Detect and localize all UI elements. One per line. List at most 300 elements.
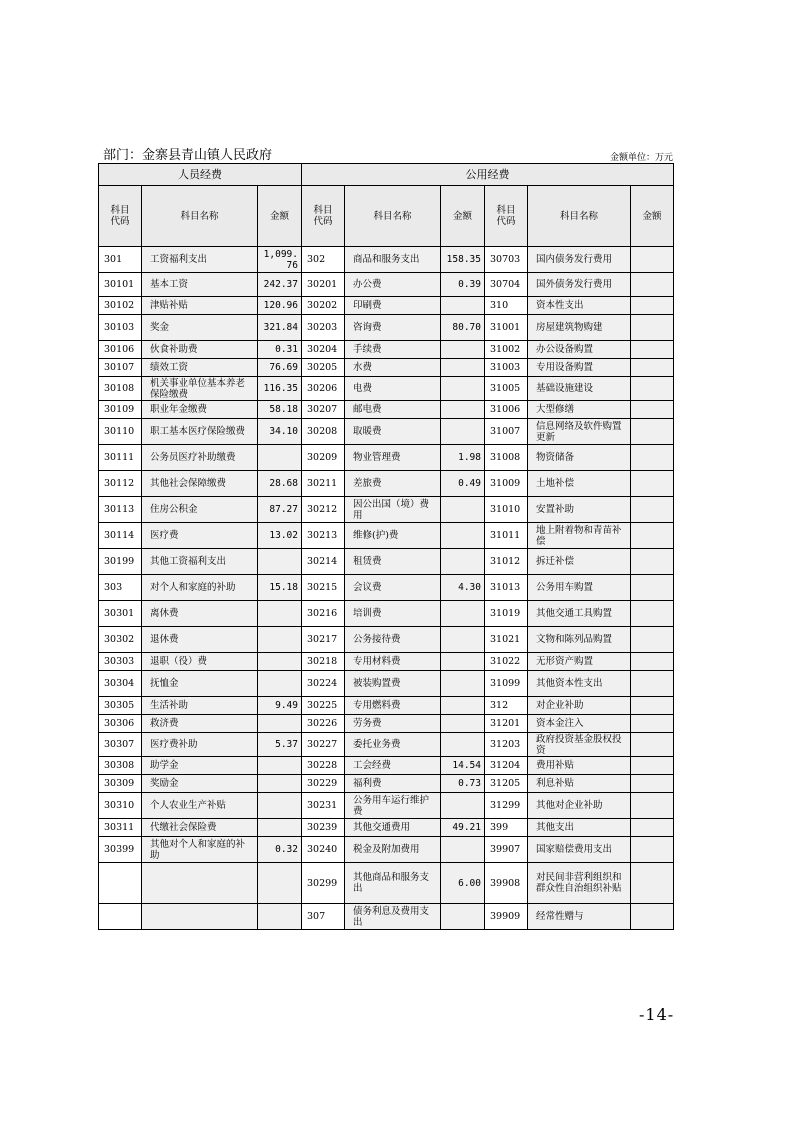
cell-amount: [441, 715, 485, 733]
col-header-amount: 金额: [441, 186, 485, 247]
cell-amount: [441, 497, 485, 523]
cell-code: 30240: [302, 837, 345, 863]
cell-name: 利息补贴: [528, 775, 631, 793]
cell-amount: [631, 523, 674, 549]
cell-name: 对个人和家庭的补助: [142, 575, 258, 601]
cell-code: 31203: [485, 733, 528, 757]
cell-name: 因公出国（境）费用: [345, 497, 441, 523]
cell-amount: [631, 863, 674, 904]
cell-amount: [631, 715, 674, 733]
cell-name: 会议费: [345, 575, 441, 601]
cell-code: 30224: [302, 671, 345, 697]
cell-amount: [631, 775, 674, 793]
amount-unit-label: 金额单位：万元: [609, 153, 673, 163]
cell-code: 30109: [99, 401, 142, 419]
cell-code: 31005: [485, 377, 528, 401]
cell-name: 被装购置费: [345, 671, 441, 697]
col-header-code: 科目 代码: [302, 186, 345, 247]
cell-amount: [441, 904, 485, 930]
cell-amount: [258, 671, 302, 697]
cell-amount: [258, 601, 302, 627]
cell-name: 水费: [345, 359, 441, 377]
cell-name: 无形资产购置: [528, 653, 631, 671]
cell-code: 30211: [302, 471, 345, 497]
cell-code: 30231: [302, 793, 345, 819]
cell-amount: [441, 627, 485, 653]
cell-code: 30201: [302, 273, 345, 297]
table-row: [99, 575, 674, 601]
cell-name: 劳务费: [345, 715, 441, 733]
cell-amount: 4.30: [441, 575, 485, 601]
table-row: [99, 819, 674, 837]
table-row: [99, 837, 674, 863]
cell-name: 医疗费: [142, 523, 258, 549]
cell-name: 资本性支出: [528, 297, 631, 315]
cell-name: 培训费: [345, 601, 441, 627]
cell-code: 30207: [302, 401, 345, 419]
cell-code: 31299: [485, 793, 528, 819]
table-row: [99, 471, 674, 497]
cell-name: 对民间非营利组织和群众性自治组织补贴: [528, 863, 631, 904]
cell-code: 30301: [99, 601, 142, 627]
table-row: [99, 715, 674, 733]
cell-name: 国家赔偿费用支出: [528, 837, 631, 863]
expenditure-table: [98, 163, 674, 930]
table-row: [99, 793, 674, 819]
page-number: -14-: [639, 1005, 675, 1024]
cell-code: 31019: [485, 601, 528, 627]
table-row: [99, 601, 674, 627]
cell-code: 30305: [99, 697, 142, 715]
cell-name: 生活补助: [142, 697, 258, 715]
cell-amount: [258, 904, 302, 930]
cell-code: 30110: [99, 419, 142, 445]
cell-amount: 0.49: [441, 471, 485, 497]
cell-name: 医疗费补助: [142, 733, 258, 757]
cell-code: 31013: [485, 575, 528, 601]
cell-name: 其他资本性支出: [528, 671, 631, 697]
cell-name: 专用设备购置: [528, 359, 631, 377]
department-title: 部门：金寨县青山镇人民政府: [103, 148, 273, 163]
cell-code: 31022: [485, 653, 528, 671]
cell-name: 拆迁补偿: [528, 549, 631, 575]
cell-code: 30199: [99, 549, 142, 575]
cell-code: 30215: [302, 575, 345, 601]
cell-code: 30310: [99, 793, 142, 819]
cell-amount: [631, 601, 674, 627]
cell-name: 房屋建筑物购建: [528, 315, 631, 341]
col-header-amount: 金额: [631, 186, 674, 247]
cell-name: 助学金: [142, 757, 258, 775]
cell-amount: [258, 715, 302, 733]
cell-code: 31002: [485, 341, 528, 359]
cell-code: 30112: [99, 471, 142, 497]
cell-name: 职业年金缴费: [142, 401, 258, 419]
cell-name: 退休费: [142, 627, 258, 653]
cell-name: 代缴社会保险费: [142, 819, 258, 837]
cell-amount: 6.00: [441, 863, 485, 904]
cell-code: 31201: [485, 715, 528, 733]
cell-name: 国外债务发行费用: [528, 273, 631, 297]
cell-name: 工会经费: [345, 757, 441, 775]
cell-name: 救济费: [142, 715, 258, 733]
cell-amount: [441, 733, 485, 757]
cell-name: 地上附着物和青苗补偿: [528, 523, 631, 549]
cell-amount: 1,099.76: [258, 247, 302, 273]
cell-code: 30113: [99, 497, 142, 523]
cell-code: 30218: [302, 653, 345, 671]
cell-amount: [631, 837, 674, 863]
table-row: [99, 359, 674, 377]
table-row: [99, 904, 674, 930]
cell-amount: [258, 757, 302, 775]
cell-code: 30213: [302, 523, 345, 549]
cell-amount: [258, 549, 302, 575]
cell-amount: [441, 341, 485, 359]
cell-name: 公务接待费: [345, 627, 441, 653]
cell-amount: 116.35: [258, 377, 302, 401]
cell-name: 退职（役）费: [142, 653, 258, 671]
cell-amount: [631, 471, 674, 497]
cell-amount: 1.98: [441, 445, 485, 471]
table-row: [99, 419, 674, 445]
cell-code: 30208: [302, 419, 345, 445]
cell-code: 30203: [302, 315, 345, 341]
cell-name: 福利费: [345, 775, 441, 793]
cell-name: 差旅费: [345, 471, 441, 497]
cell-name: 奖励金: [142, 775, 258, 793]
cell-code: 30228: [302, 757, 345, 775]
cell-name: 大型修缮: [528, 401, 631, 419]
cell-code: 30102: [99, 297, 142, 315]
col-header-name: 科目名称: [528, 186, 631, 247]
cell-code: [99, 904, 142, 930]
cell-code: 39908: [485, 863, 528, 904]
table-row: [99, 549, 674, 575]
cell-name: 电费: [345, 377, 441, 401]
cell-name: [142, 863, 258, 904]
cell-amount: [631, 819, 674, 837]
cell-amount: 158.35: [441, 247, 485, 273]
table-row: [99, 757, 674, 775]
cell-name: 专用材料费: [345, 653, 441, 671]
cell-name: 职工基本医疗保险缴费: [142, 419, 258, 445]
cell-amount: [441, 377, 485, 401]
cell-name: 政府投资基金股权投资: [528, 733, 631, 757]
cell-name: 个人农业生产补贴: [142, 793, 258, 819]
cell-name: 基础设施建设: [528, 377, 631, 401]
cell-name: 资本金注入: [528, 715, 631, 733]
cell-amount: [258, 445, 302, 471]
cell-name: 土地补偿: [528, 471, 631, 497]
cell-code: 30108: [99, 377, 142, 401]
cell-name: 其他对企业补助: [528, 793, 631, 819]
cell-amount: 242.37: [258, 273, 302, 297]
table-row: [99, 523, 674, 549]
cell-code: 30307: [99, 733, 142, 757]
cell-code: 39907: [485, 837, 528, 863]
cell-name: 工资福利支出: [142, 247, 258, 273]
table-row: [99, 273, 674, 297]
cell-name: 安置补助: [528, 497, 631, 523]
cell-name: 债务利息及费用支出: [345, 904, 441, 930]
cell-amount: [631, 341, 674, 359]
cell-amount: [441, 401, 485, 419]
cell-code: 310: [485, 297, 528, 315]
cell-code: 30227: [302, 733, 345, 757]
cell-amount: 5.37: [258, 733, 302, 757]
cell-name: 绩效工资: [142, 359, 258, 377]
cell-code: 30306: [99, 715, 142, 733]
cell-amount: [441, 671, 485, 697]
cell-amount: [258, 819, 302, 837]
cell-name: 公务员医疗补助缴费: [142, 445, 258, 471]
cell-amount: [631, 377, 674, 401]
cell-name: 税金及附加费用: [345, 837, 441, 863]
cell-code: 30114: [99, 523, 142, 549]
cell-code: 30101: [99, 273, 142, 297]
cell-amount: [441, 653, 485, 671]
cell-name: 文物和陈列品购置: [528, 627, 631, 653]
cell-name: 其他工资福利支出: [142, 549, 258, 575]
cell-code: 31205: [485, 775, 528, 793]
cell-amount: [631, 549, 674, 575]
cell-name: 印刷费: [345, 297, 441, 315]
cell-code: 303: [99, 575, 142, 601]
cell-name: 其他交通费用: [345, 819, 441, 837]
table-row: [99, 401, 674, 419]
cell-name: 其他社会保障缴费: [142, 471, 258, 497]
cell-name: 其他交通工具购置: [528, 601, 631, 627]
cell-amount: [258, 793, 302, 819]
cell-name: 委托业务费: [345, 733, 441, 757]
cell-code: 31204: [485, 757, 528, 775]
cell-name: 经常性赠与: [528, 904, 631, 930]
cell-name: 邮电费: [345, 401, 441, 419]
cell-name: 咨询费: [345, 315, 441, 341]
cell-name: 抚恤金: [142, 671, 258, 697]
group-header-public: 公用经费: [302, 164, 674, 186]
cell-code: 30399: [99, 837, 142, 863]
cell-name: 其他对个人和家庭的补助: [142, 837, 258, 863]
cell-amount: [631, 793, 674, 819]
cell-code: 30302: [99, 627, 142, 653]
cell-amount: 76.69: [258, 359, 302, 377]
cell-amount: [441, 793, 485, 819]
cell-code: 30299: [302, 863, 345, 904]
cell-amount: [441, 601, 485, 627]
cell-code: 31003: [485, 359, 528, 377]
cell-name: 信息网络及软件购置更新: [528, 419, 631, 445]
cell-name: 机关事业单位基本养老保险缴费: [142, 377, 258, 401]
cell-code: 30212: [302, 497, 345, 523]
cell-code: 30308: [99, 757, 142, 775]
cell-amount: [631, 575, 674, 601]
table-row: [99, 775, 674, 793]
cell-code: 31010: [485, 497, 528, 523]
cell-code: 30216: [302, 601, 345, 627]
cell-code: 30304: [99, 671, 142, 697]
cell-amount: [631, 359, 674, 377]
table-row: [99, 653, 674, 671]
cell-name: 费用补贴: [528, 757, 631, 775]
cell-code: 30103: [99, 315, 142, 341]
cell-name: 物资储备: [528, 445, 631, 471]
cell-code: [99, 863, 142, 904]
cell-code: 31007: [485, 419, 528, 445]
cell-code: 31099: [485, 671, 528, 697]
cell-name: 国内债务发行费用: [528, 247, 631, 273]
cell-name: 租赁费: [345, 549, 441, 575]
cell-code: 30225: [302, 697, 345, 715]
table-row: [99, 247, 674, 273]
table-row: [99, 497, 674, 523]
cell-amount: [631, 247, 674, 273]
cell-name: 离休费: [142, 601, 258, 627]
table-row: [99, 863, 674, 904]
cell-amount: [258, 775, 302, 793]
cell-code: 30202: [302, 297, 345, 315]
cell-amount: [258, 653, 302, 671]
cell-amount: 80.70: [441, 315, 485, 341]
cell-amount: [631, 757, 674, 775]
cell-amount: 0.73: [441, 775, 485, 793]
cell-amount: [441, 837, 485, 863]
cell-name: 公务用车购置: [528, 575, 631, 601]
cell-amount: [441, 523, 485, 549]
cell-amount: [631, 315, 674, 341]
cell-name: 公务用车运行维护费: [345, 793, 441, 819]
cell-code: 399: [485, 819, 528, 837]
cell-code: 30204: [302, 341, 345, 359]
col-header-amount: 金额: [258, 186, 302, 247]
cell-amount: 34.10: [258, 419, 302, 445]
cell-amount: [441, 359, 485, 377]
cell-amount: [258, 627, 302, 653]
cell-name: 其他支出: [528, 819, 631, 837]
cell-amount: [441, 419, 485, 445]
cell-amount: 28.68: [258, 471, 302, 497]
cell-amount: [441, 297, 485, 315]
cell-amount: [441, 549, 485, 575]
cell-code: 302: [302, 247, 345, 273]
cell-amount: [631, 671, 674, 697]
cell-code: 31001: [485, 315, 528, 341]
cell-code: 31006: [485, 401, 528, 419]
cell-name: 专用燃料费: [345, 697, 441, 715]
cell-code: 307: [302, 904, 345, 930]
cell-name: 津贴补贴: [142, 297, 258, 315]
group-header-personnel: 人员经费: [99, 164, 302, 186]
cell-code: 312: [485, 697, 528, 715]
cell-name: 办公设备购置: [528, 341, 631, 359]
cell-name: 伙食补助费: [142, 341, 258, 359]
cell-amount: [631, 297, 674, 315]
cell-code: 30217: [302, 627, 345, 653]
cell-code: 31011: [485, 523, 528, 549]
cell-code: 30303: [99, 653, 142, 671]
cell-amount: 87.27: [258, 497, 302, 523]
cell-amount: 120.96: [258, 297, 302, 315]
cell-name: 物业管理费: [345, 445, 441, 471]
table-row: [99, 377, 674, 401]
cell-name: 手续费: [345, 341, 441, 359]
cell-code: 30209: [302, 445, 345, 471]
cell-amount: [631, 653, 674, 671]
cell-amount: [441, 697, 485, 715]
cell-amount: [631, 627, 674, 653]
col-header-name: 科目名称: [142, 186, 258, 247]
cell-amount: 15.18: [258, 575, 302, 601]
cell-code: 30226: [302, 715, 345, 733]
cell-name: 办公费: [345, 273, 441, 297]
cell-amount: 9.49: [258, 697, 302, 715]
table-row: [99, 733, 674, 757]
cell-code: 30311: [99, 819, 142, 837]
cell-name: 基本工资: [142, 273, 258, 297]
table-row: [99, 627, 674, 653]
cell-amount: [631, 419, 674, 445]
cell-name: [142, 904, 258, 930]
cell-name: 对企业补助: [528, 697, 631, 715]
cell-code: 30206: [302, 377, 345, 401]
cell-code: 39909: [485, 904, 528, 930]
col-header-code: 科目 代码: [485, 186, 528, 247]
cell-code: 31012: [485, 549, 528, 575]
table-row: [99, 315, 674, 341]
col-header-code: 科目 代码: [99, 186, 142, 247]
cell-code: 30704: [485, 273, 528, 297]
table-row: [99, 341, 674, 359]
cell-amount: 0.31: [258, 341, 302, 359]
col-header-name: 科目名称: [345, 186, 441, 247]
cell-name: 取暖费: [345, 419, 441, 445]
cell-code: 31021: [485, 627, 528, 653]
cell-code: 31008: [485, 445, 528, 471]
cell-amount: 0.32: [258, 837, 302, 863]
cell-name: 商品和服务支出: [345, 247, 441, 273]
cell-amount: 0.39: [441, 273, 485, 297]
cell-name: 维修(护)费: [345, 523, 441, 549]
cell-amount: [631, 697, 674, 715]
cell-code: 31009: [485, 471, 528, 497]
cell-amount: 49.21: [441, 819, 485, 837]
cell-name: 其他商品和服务支出: [345, 863, 441, 904]
cell-amount: 321.84: [258, 315, 302, 341]
cell-amount: 58.18: [258, 401, 302, 419]
cell-code: 30111: [99, 445, 142, 471]
cell-code: 301: [99, 247, 142, 273]
cell-amount: [631, 273, 674, 297]
cell-code: 30229: [302, 775, 345, 793]
table-row: [99, 297, 674, 315]
cell-amount: [631, 445, 674, 471]
cell-amount: [631, 733, 674, 757]
cell-code: 30239: [302, 819, 345, 837]
cell-code: 30214: [302, 549, 345, 575]
cell-amount: 14.54: [441, 757, 485, 775]
table-row: [99, 671, 674, 697]
cell-amount: 13.02: [258, 523, 302, 549]
cell-amount: [631, 497, 674, 523]
table-row: [99, 697, 674, 715]
cell-code: 30106: [99, 341, 142, 359]
cell-code: 30107: [99, 359, 142, 377]
cell-name: 住房公积金: [142, 497, 258, 523]
cell-code: 30205: [302, 359, 345, 377]
cell-amount: [631, 401, 674, 419]
table-row: [99, 445, 674, 471]
